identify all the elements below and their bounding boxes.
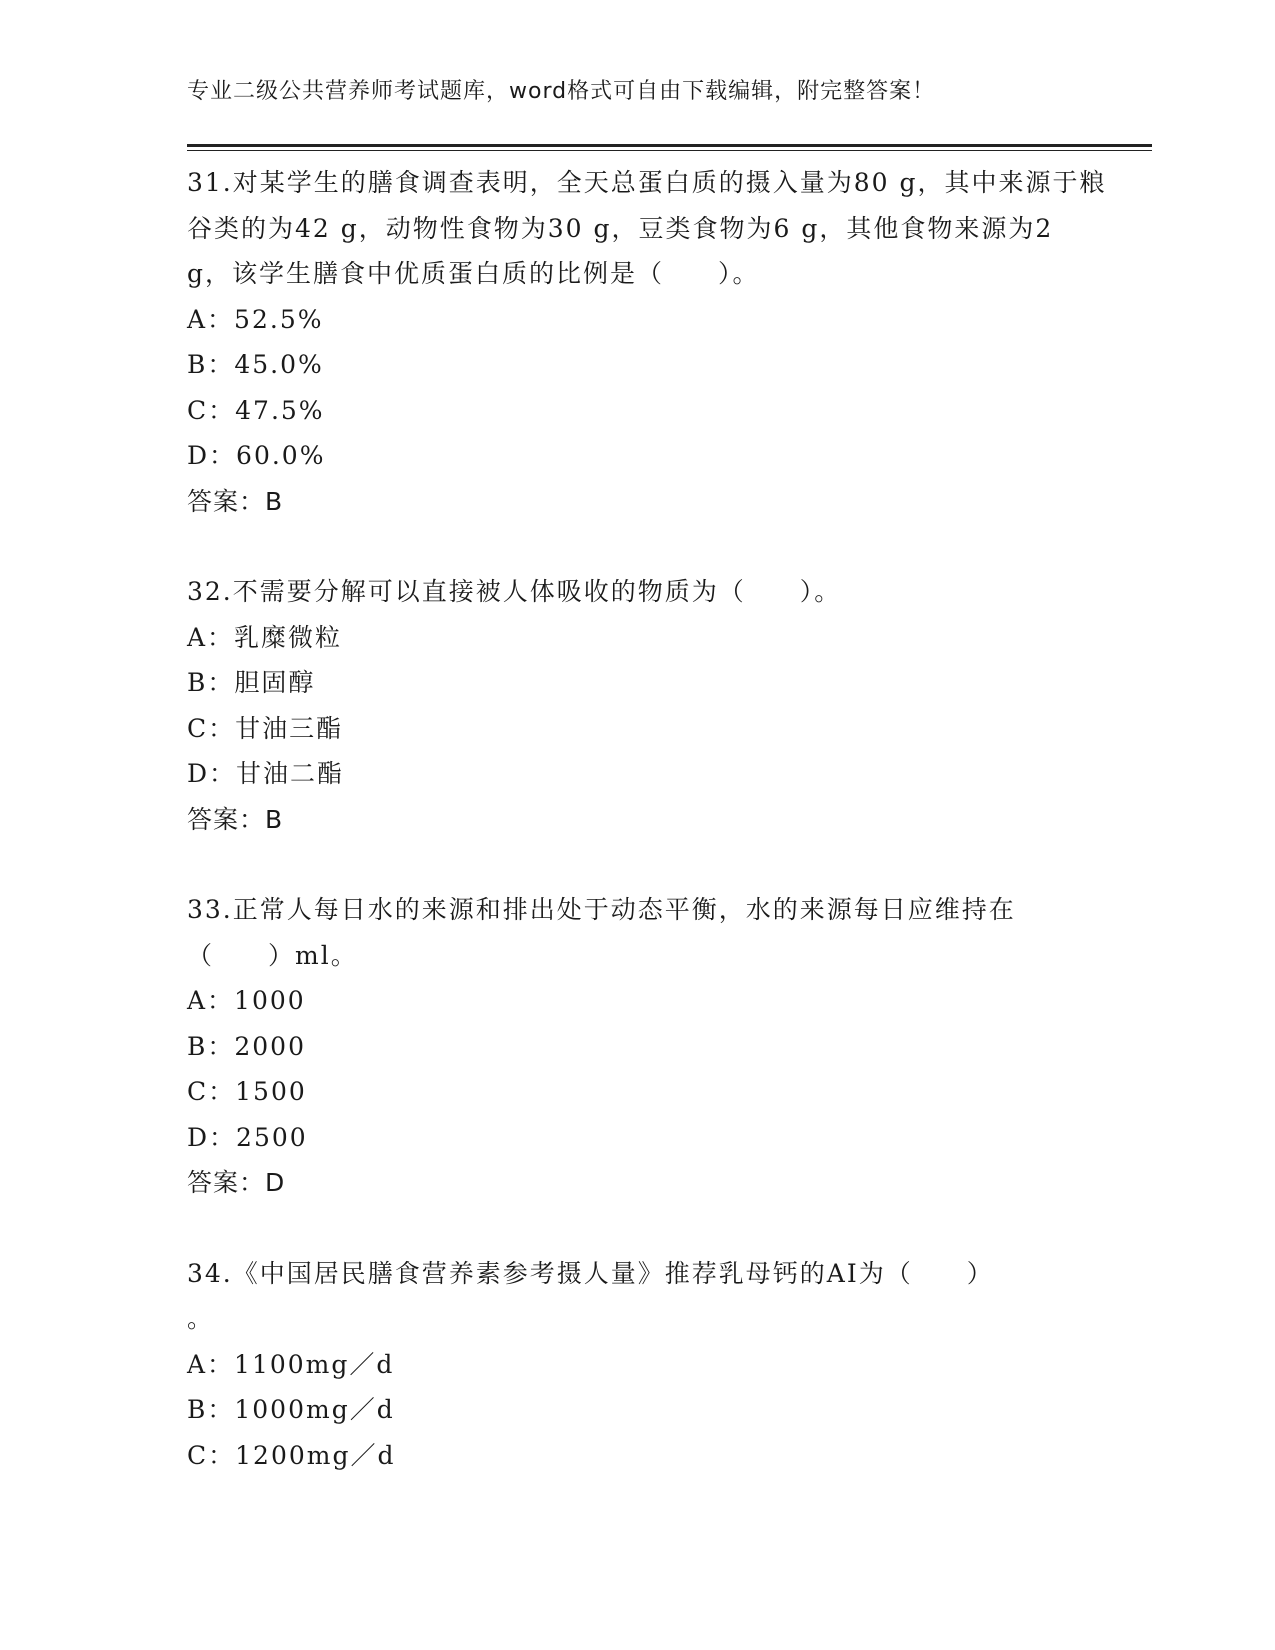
option-b: B：1000mg／d [187, 1395, 395, 1424]
header-divider-thin [187, 150, 1152, 151]
question-text: 31.对某学生的膳食调查表明，全天总蛋白质的摄入量为80 g，其中来源于粮谷类的为42 g，动物性食物为30 g，豆类食物为6 g，其他食物来源为2 g，该学生膳食中优质蛋白质的比例是（ ）。 [187, 168, 1107, 288]
option-d: D：2500 [187, 1122, 308, 1152]
question-33 [187, 887, 1107, 1206]
option-c: C：1500 [187, 1077, 307, 1106]
question-34 [187, 1251, 1107, 1479]
question-text: 32.不需要分解可以直接被人体吸收的物质为（ ）。 [187, 577, 842, 606]
question-text: 33.正常人每日水的来源和排出处于动态平衡，水的来源每日应维持在（ ）ml。 [187, 895, 1016, 970]
spacer [187, 524, 1107, 569]
option-c: C：47.5% [187, 395, 325, 425]
spacer [187, 842, 1107, 887]
question-text: 34.《中国居民膳食营养素参考摄人量》推荐乳母钙的AI为（ ） 。 [187, 1258, 994, 1333]
option-a: A：52.5% [187, 304, 324, 334]
question-31 [187, 160, 1107, 524]
answer: 答案：D [187, 1168, 286, 1197]
option-b: B：2000 [187, 1031, 306, 1061]
header-divider-thick [187, 144, 1152, 147]
answer: 答案：B [187, 804, 284, 834]
option-d: D：甘油二酯 [187, 759, 345, 788]
option-a: A：1100mg／d [187, 1349, 395, 1379]
option-c: C：1200mg／d [187, 1440, 396, 1470]
answer: 答案：B [187, 486, 284, 516]
option-d: D：60.0% [187, 441, 326, 470]
option-a: A：乳糜微粒 [187, 622, 343, 652]
page-header: 专业二级公共营养师考试题库，word格式可自由下载编辑，附完整答案！ [187, 79, 936, 104]
question-32 [187, 569, 1107, 842]
option-a: A：1000 [187, 986, 306, 1015]
spacer [187, 1206, 1107, 1251]
option-b: B：45.0% [187, 350, 324, 379]
option-c: C：甘油三酯 [187, 713, 344, 743]
option-b: B：胆固醇 [187, 668, 316, 697]
question-list [187, 160, 1107, 1478]
